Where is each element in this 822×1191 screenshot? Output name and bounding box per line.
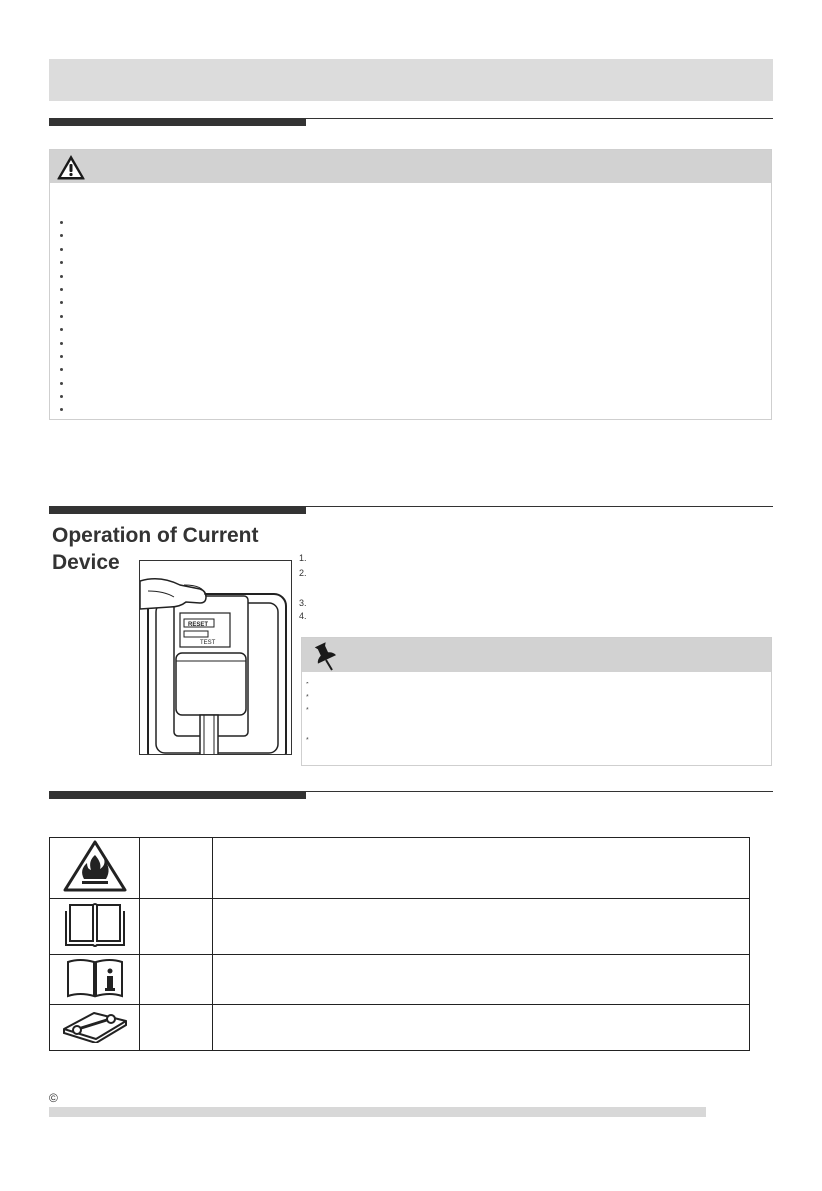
footer-bar [49,1107,706,1117]
svg-text:*: * [306,694,309,701]
warning-triangle-icon [56,153,86,181]
step-1: 1. [299,553,307,563]
section-heading-operation: Operation of Current Device [52,524,259,574]
warning-box [49,149,772,420]
service-manual-icon [60,1007,130,1043]
table-row [50,955,750,1005]
open-book-icon [64,901,126,947]
step-3: 3. [299,598,307,608]
section-divider [49,118,773,126]
pushpin-icon [312,641,338,671]
copyright-symbol: © [49,1091,58,1105]
section-divider [49,506,773,514]
reset-label: RESET [188,622,209,628]
step-2: 2. [299,568,307,578]
note-header [302,638,771,672]
step-4: 4. [299,611,307,621]
table-row [50,899,750,955]
table-row [50,1005,750,1051]
note-bullet-list [306,682,312,762]
warning-header [50,150,771,183]
symbols-table [49,837,750,1051]
flammable-warning-icon [62,839,128,893]
svg-text:*: * [306,737,309,744]
test-label: TEST [200,640,216,646]
info-manual-icon [64,956,126,998]
section-divider [49,791,773,799]
svg-text:*: * [306,707,309,714]
note-box [301,637,772,766]
page-title-bar [49,59,773,101]
table-row [50,838,750,899]
svg-text:*: * [306,682,309,688]
current-device-illustration [139,560,292,755]
